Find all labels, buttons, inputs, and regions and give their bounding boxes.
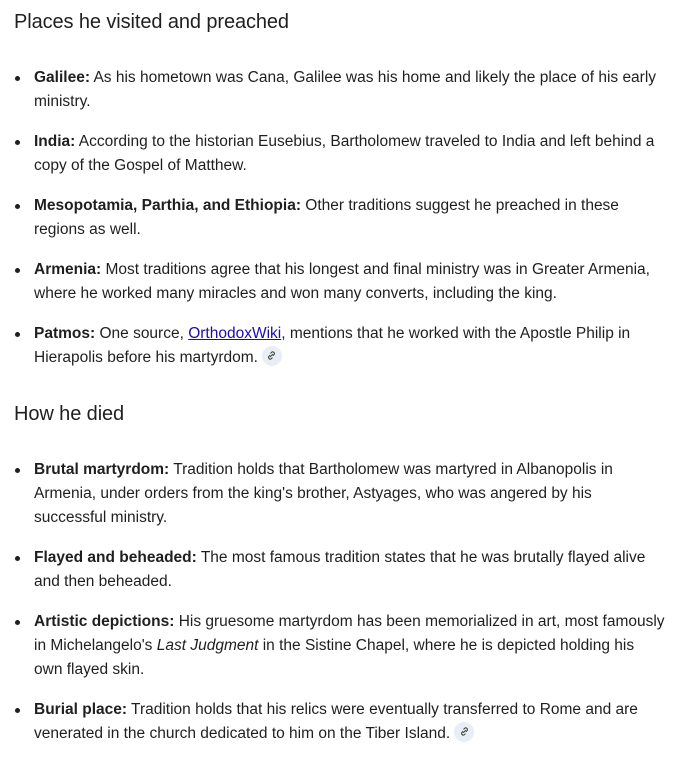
item-text: As his hometown was Cana, Galilee was his home and likely the place of his early ministry. xyxy=(34,69,657,110)
item-term: Armenia: xyxy=(34,261,102,278)
list-item-armenia xyxy=(0,258,672,306)
death-list xyxy=(0,458,672,762)
item-term: India: xyxy=(34,133,76,150)
item-term: Patmos: xyxy=(34,325,96,342)
item-emphasis: Last Judgment xyxy=(156,637,259,654)
list-item-brutal-martyrdom xyxy=(0,458,672,530)
item-text: Other traditions suggest he preached in these regions as well. xyxy=(34,197,619,238)
citation-link-button[interactable] xyxy=(454,722,474,742)
list-item-burial xyxy=(0,698,672,746)
item-text: in the Sistine Chapel, where he is depicted holding his own flayed skin. xyxy=(34,637,635,678)
item-text: His gruesome martyrdom has been memorialized in art, most famously in Michelangelo's xyxy=(34,613,665,654)
section-heading-death: How he died xyxy=(14,403,125,425)
item-text: Tradition holds that Bartholomew was martyred in Albanopolis in Armenia, under orders from the king's brother, Astyages, who was angered by his successful ministry. xyxy=(34,461,613,526)
list-item-india xyxy=(0,130,672,178)
list-item-flayed xyxy=(0,546,672,594)
item-term: Mesopotamia, Parthia, and Ethiopia: xyxy=(34,197,301,214)
places-list xyxy=(0,66,672,386)
item-text: Most traditions agree that his longest and final ministry was in Greater Armenia, where he worked many miracles and won many converts, including the king. xyxy=(34,261,650,302)
item-term: Flayed and beheaded: xyxy=(34,549,197,566)
link-icon xyxy=(459,726,470,737)
list-item-patmos xyxy=(0,322,672,370)
item-term: Galilee: xyxy=(34,69,90,86)
item-text: , mentions that he worked with the Apostle Philip in Hierapolis before his martyrdom. xyxy=(34,325,631,366)
list-item-galilee xyxy=(0,66,672,114)
item-term: Burial place: xyxy=(34,701,128,718)
item-text: Tradition holds that his relics were eventually transferred to Rome and are venerated in the church dedicated to him on the Tiber Island. xyxy=(34,701,638,742)
list-item-artistic xyxy=(0,610,672,682)
item-term: Artistic depictions: xyxy=(34,613,175,630)
section-heading-places: Places he visited and preached xyxy=(14,11,289,33)
item-text: One source, xyxy=(95,325,189,342)
orthodoxwiki-link[interactable]: OrthodoxWiki xyxy=(188,325,282,342)
item-text: The most famous tradition states that he was brutally flayed alive and then beheaded. xyxy=(34,549,646,590)
item-text: According to the historian Eusebius, Bartholomew traveled to India and left behind a copy of the Gospel of Matthew. xyxy=(34,133,655,174)
list-item-mesopotamia xyxy=(0,194,672,242)
item-term: Brutal martyrdom: xyxy=(34,461,170,478)
link-icon xyxy=(266,350,277,361)
citation-link-button[interactable] xyxy=(262,346,282,366)
